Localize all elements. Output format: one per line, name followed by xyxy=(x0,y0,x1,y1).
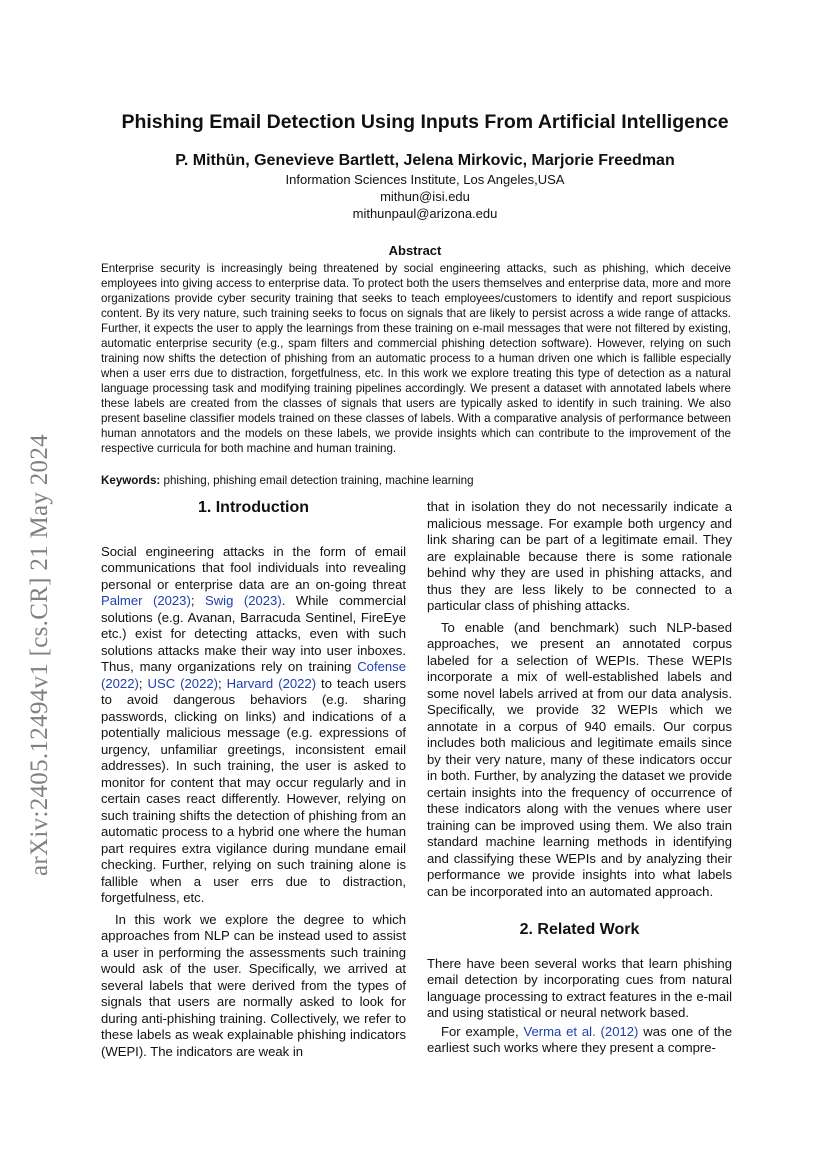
intro-paragraph: To enable (and benchmark) such NLP-based approaches, we present an annotated corpus labeled for a selection of WEPIs. These WEPIs incorporate a mix of well-established labels and some novel labels arrived at from our data analysis. Specifically, we provide 32 WEPIs which we annotate in a corpus of 940 emails. Our corpus includes both malicious and legitimate emails since by their very nature, many of these indicators occur in both. Further, by analyzing the dataset we provide certain insights into the frequency of occurrence of these indicators along with the venues where user training can be improved using them. We also train standard machine learning methods in identifying and classifying these WEPIs and by analyzing their performance we provide insights into what labels can be incorporated into an automated approach. xyxy=(427,619,732,899)
citation-link[interactable]: Harvard (2022) xyxy=(226,675,317,691)
keywords-text: phishing, phishing email detection training, machine learning xyxy=(163,474,474,487)
author-email: mithun@isi.edu xyxy=(380,189,470,204)
related-paragraph: For example, Verma et al. (2012) was one of the earliest such works where they present a compre- xyxy=(427,1023,733,1055)
author-list: P. Mithün, Genevieve Bartlett, Jelena Mirkovic, Marjorie Freedman xyxy=(175,152,675,169)
intro-paragraph: In this work we explore the degree to which approaches from NLP can be instead used to assist a user in performing the assessments such training would ask of the user. Specifically, we arrived at several labels that were derived from the types of signals that users are normally asked to look for during anti-phishing training. Collectively, we refer to these labels as weak explainable phishing indicators (WEPI). The indicators are weak in xyxy=(101,911,406,1059)
citation-link[interactable]: USC (2022) xyxy=(147,675,218,691)
intro-paragraph: that in isolation they do not necessarily indicate a malicious message. For example both urgency and link sharing can be part of a legitimate email. They are explainable because there is some rationale behind why they are used in phishing attacks, and thus they are less likely to be connected to a particular class of phishing attacks. xyxy=(427,499,732,613)
author-email: mithunpaul@arizona.edu xyxy=(352,206,498,221)
left-column xyxy=(101,500,406,1060)
arxiv-identifier: arXiv:2405.12494v1 [cs.CR] 21 May 2024 xyxy=(26,434,53,876)
abstract-text: Enterprise security is increasingly being threatened by social engineering attacks, such as phishing, which deceive employees into giving access to enterprise data. To protect both the users themselves and enterprise data, more and more organizations provide cyber security training that seeks to teach employees/customers to identify and report suspicious content. By its very nature, such training seeks to focus on signals that are likely to persist across a wide range of attacks. Further, it expects the user to apply the learnings from these training on e-mail messages that were not filtered by existing, automatic enterprise security (e.g., spam filters and commercial phishing detection software). However, relying on such training now shifts the detection of phishing from an automatic process to a human driven one which is fallible especially when a user errs due to distraction, forgetfulness, etc. In this work we explore treating this type of detection as a natural language processing task and modifying training pipelines accordingly. We present a dataset with annotated labels where these labels are created from the classes of signals that users are typically asked to identify in such training. We also present baseline classifier models trained on these classes of labels. With a comparative analysis of performance between human annotators and the models on these labels, we provide insights which can contribute to the improvement of the respective curricula for both machine and human training. xyxy=(101,262,731,456)
citation-link[interactable]: Verma et al. (2012) xyxy=(523,1023,639,1039)
keywords-label: Keywords: xyxy=(101,474,161,487)
citation-link[interactable]: Palmer (2023) xyxy=(101,593,191,608)
section-heading-related-work: 2. Related Work xyxy=(519,921,640,938)
paper-title: Phishing Email Detection Using Inputs From Artificial Intelligence xyxy=(121,111,729,133)
section-heading-introduction: 1. Introduction xyxy=(197,499,310,516)
citation-link[interactable]: Cofense (2022) xyxy=(101,659,406,691)
intro-paragraph: Social engineering attacks in the form of email communications that fool individuals into revealing personal or enterprise data are an on-going threat Palmer (2023); Swig (2023). While commercial solutions (e.g. Avanan, Barracuda Sentinel, FireEye etc.) exist for detecting attacks, even with such solutions attacks make their way into user inboxes. Thus, many organizations rely on training Cofense (2022); USC (2022); Harvard (2022) to teach users to avoid dangerous behaviors (e.g. sharing passwords, clicking on links) and indications of a potentially malicious message (e.g. expressions of urgency, unfamiliar greetings, inconsistent email addresses). In such training, the user is asked to monitor for content that may occur regularly and in certain cases react differently. However, relying on such training shifts the detection of phishing from an automatic process to a hybrid one where the human part requires extra vigilance during mundane email checking. Further, relying on such training alone is fallible when a user errs due to distraction, forgetfulness, etc. xyxy=(101,543,407,905)
related-paragraph: There have been several works that learn phishing email detection by incorporating cues from natural language processing to extract features in the e-mail and using statistical or neural network based. xyxy=(427,955,732,1020)
keywords xyxy=(101,474,731,487)
affiliation: Information Sciences Institute, Los Angeles,USA xyxy=(285,172,565,187)
right-column xyxy=(427,499,732,1057)
abstract-heading: Abstract xyxy=(388,243,442,258)
citation-link[interactable]: Swig (2023) xyxy=(204,593,282,608)
